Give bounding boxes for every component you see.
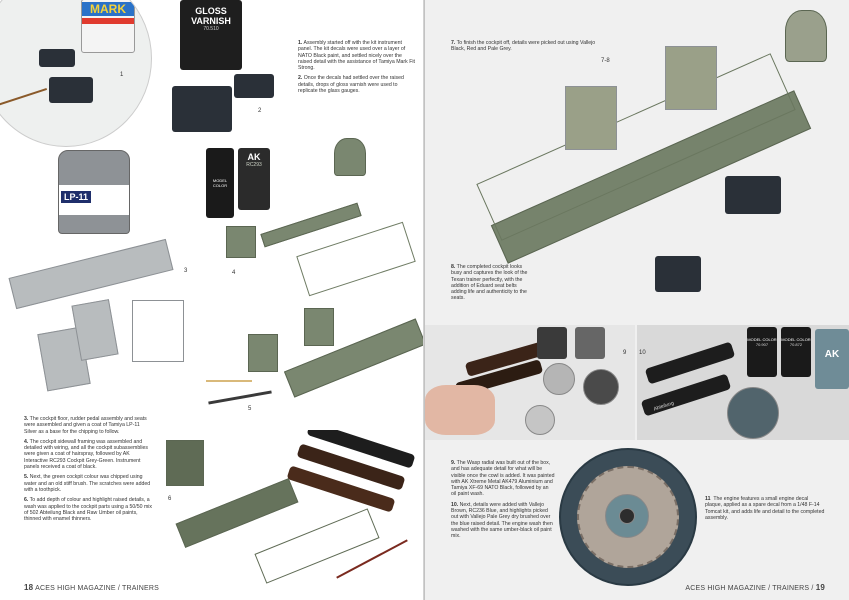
engine-back-plate	[583, 369, 619, 405]
caption-4-number: 4.	[24, 438, 29, 445]
caption-steps-9-10	[451, 460, 555, 544]
photo-4-green-framing	[200, 138, 424, 308]
engine-front-part	[525, 405, 555, 435]
caption-step-11	[705, 496, 825, 525]
mark-fit-bottle	[81, 0, 135, 53]
cockpit-floor	[9, 239, 174, 309]
code-b-label: 70.872	[789, 342, 803, 347]
left-page	[0, 0, 424, 600]
photo-4-label: 4	[232, 270, 236, 276]
ak-label: AK	[247, 152, 261, 162]
caption-8-number: 8.	[451, 264, 456, 270]
photo-5-label: 5	[248, 406, 252, 412]
photo-5-chipping	[200, 300, 424, 430]
caption-7-number: 7.	[451, 40, 456, 46]
left-page-number: 18	[24, 583, 34, 592]
stiff-brush	[208, 390, 272, 404]
left-footer	[24, 583, 159, 592]
caption-1-number: 1.	[298, 40, 303, 46]
right-page	[425, 0, 849, 600]
photo-3-silver-parts	[0, 150, 200, 408]
paint-jar-b	[575, 327, 605, 359]
model-color-bottle	[206, 148, 234, 218]
hand-with-tweezers	[425, 385, 495, 435]
seat-with-belts-rear	[665, 46, 717, 110]
instrument-panel-hood	[655, 256, 701, 292]
rudder-pedals	[132, 300, 184, 362]
caption-6-text: To add depth of colour and highlight raised details, a wash was applied to the cockpit parts using a 50/50 mix of 502 Abteilung Black and Raw Umber oil paints, thinned with enamel thinners.	[24, 497, 153, 523]
ak-rc293-bottle	[238, 148, 270, 210]
photo-2-label: 2	[258, 108, 262, 114]
green-bulkhead	[334, 138, 366, 176]
chipped-seat-b	[304, 308, 334, 346]
rear-bulkhead	[785, 10, 827, 62]
washed-floor	[176, 478, 299, 548]
mark-fit-label: MARK	[82, 2, 134, 16]
caption-10-number: 10.	[451, 501, 459, 508]
abteilung-label: Abteilung	[653, 400, 675, 413]
chipped-seat-a	[248, 334, 278, 372]
right-footer	[685, 583, 825, 592]
right-footer-text: ACES HIGH MAGAZINE / TRAINERS /	[685, 585, 814, 592]
decaled-panel-b	[49, 77, 93, 103]
lp11-label: LP-11	[61, 191, 91, 203]
panel-glossed-a	[172, 86, 232, 132]
washed-seat	[166, 440, 204, 486]
caption-3-number: 3.	[24, 416, 29, 422]
caption-11-number: 11	[705, 496, 711, 502]
caption-5-text: Next, the green cockpit colour was chipped using water and an old stiff brush. The scratches were added with a toothpick.	[24, 474, 151, 493]
caption-1-text: Assembly started off with the kit instrument panel. The kit decals were used over a layer of NATO Black paint, and settled nicely over the raised detail with the assistance of Tamiya Mark Fit Strong.	[298, 40, 415, 72]
ak-blue-bottle	[815, 329, 849, 389]
ak-blue-label: AK	[824, 349, 840, 360]
caption-2-text: Once the decals had settled over the raised details, drops of gloss varnish were used to replicate the glass gauges.	[298, 75, 404, 95]
photo-2-gloss-varnish	[160, 0, 280, 135]
panel-glossed-b	[234, 74, 274, 98]
instrument-panel-installed	[725, 176, 781, 214]
photo-7-8-label: 7-8	[601, 58, 610, 64]
gloss-varnish-code: 70.510	[203, 26, 219, 32]
model-color-label-b: MODEL COLOR	[781, 337, 811, 342]
green-framing-lattice	[296, 222, 415, 297]
rc293-label: RC293	[246, 162, 262, 168]
lp11-jar	[58, 150, 130, 234]
green-seat-a	[226, 226, 256, 258]
caption-5-number: 5.	[24, 474, 29, 481]
photo-10-engine-detail	[637, 325, 849, 440]
gloss-varnish-label: GLOSS VARNISH	[191, 6, 231, 26]
decaled-panel-a	[39, 49, 75, 67]
caption-step-8	[451, 264, 529, 306]
model-color-bottle-b	[781, 327, 811, 377]
cylinder-ring-part	[543, 363, 575, 395]
photo-9-label: 9	[623, 350, 627, 356]
caption-3-text: The cockpit floor, rudder pedal assembly and seats were assembled and given a coat of Tamiya LP-11 Silver as a base for the chipping to follow.	[24, 416, 147, 435]
caption-9-number: 9.	[451, 460, 456, 466]
code-a-label: 70.907	[755, 342, 769, 347]
radial-engine-blue	[727, 387, 779, 439]
photo-7-8-completed-cockpit	[465, 6, 849, 306]
photo-11-completed-engine	[555, 444, 700, 589]
photo-9-wasp-build	[425, 325, 635, 440]
caption-2-number: 2.	[298, 75, 303, 82]
model-color-label-a: MODEL COLOR	[747, 337, 777, 342]
photo-6-label: 6	[168, 496, 172, 502]
photo-6-wash	[156, 430, 424, 590]
gloss-varnish-bottle	[180, 0, 242, 70]
model-color-bottle-a	[747, 327, 777, 377]
caption-steps-1-2	[298, 40, 416, 98]
caption-8-text: The completed cockpit looks busy and captures the look of the Texan trainer perfectly, with the addition of Eduard seat belts adding life and authenticity to the seats.	[451, 264, 528, 302]
caption-7-text: To finish the cockpit off, details were picked out using Vallejo Black, Red and Pale Grey.	[451, 40, 596, 53]
photo-10-label: 10	[639, 350, 646, 356]
caption-4-text: The cockpit sidewall framing was assembled and detailed with wiring, and all the cockpit subassemblies were given a coat of hairspray, followed by AK Interactive RC293 Cockpit Grey-Green. Instrument panels received a coat of black.	[24, 438, 148, 471]
caption-steps-3-6	[24, 416, 154, 526]
photo-1-label: 1	[120, 72, 124, 78]
model-color-label: MODEL COLOR	[212, 178, 228, 188]
right-page-number: 19	[815, 583, 825, 592]
paint-jar-a	[537, 327, 567, 359]
caption-11-text: The engine features a small engine decal plaque, applied as a spare decal from a 1/48 F-14 Tomcat kit, and adds life and detail to the completed assembly.	[705, 496, 825, 521]
photo-3-label: 3	[184, 268, 188, 274]
caption-9-text: The Wasp radial was built out of the box, and has adequate detail for what will be visible once the cowl is added. It was painted with AK Xtreme Metal AK479 Aluminium and Tamiya XF-69 NATO Black, followed by an oil paint wash.	[451, 460, 555, 498]
photo-1-decals	[0, 0, 152, 147]
engine-hub	[619, 508, 635, 524]
caption-6-number: 6.	[24, 497, 29, 504]
brush	[0, 88, 47, 106]
washed-framing	[254, 508, 379, 583]
toothpick	[206, 380, 252, 382]
seat-with-belts-front	[565, 86, 617, 150]
left-footer-text: ACES HIGH MAGAZINE / TRAINERS	[35, 585, 159, 592]
caption-10-text: Next, details were added with Vallejo Brown, RC236 Blue, and highlights picked out with Vallejo Pale Grey dry brushed over the blue raised detail. The engine wash then washed with the same umber-black oil paint mix.	[451, 501, 553, 540]
